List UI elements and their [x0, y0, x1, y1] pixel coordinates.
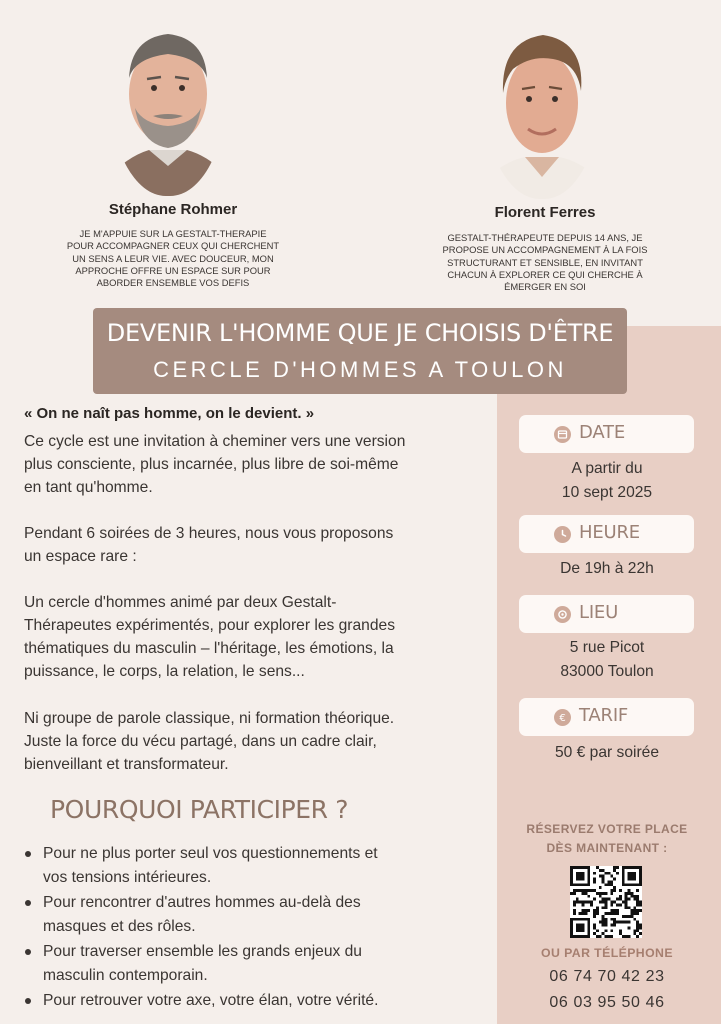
phone-number[interactable]: 06 74 70 42 23	[549, 968, 665, 985]
stephane-portrait	[109, 16, 227, 196]
phone-number[interactable]: 06 03 95 50 46	[549, 994, 665, 1011]
paragraph: Ce cycle est une invitation à cheminer vers une version plus consciente, plus incarnée, plus libre de soi-même en tant qu'homme.	[24, 433, 406, 496]
speaker-name: Stéphane Rohmer	[108, 201, 238, 218]
speaker-bio: GESTALT-THÉRAPEUTE DEPUIS 14 ANS, JE PROPOSE UN ACCOMPAGNEMENT À LA FOIS STRUCTURANT ET SENSIBLE, EN INVITANT CHACUN À EXPLORER CE QUI CHERCHE À ÉMERGER EN SOI	[442, 232, 648, 293]
price-value: 50 € par soirée	[554, 744, 660, 761]
list-item: Pour traverser ensemble les grands enjeux du masculin contemporain.	[22, 940, 492, 987]
time-value: De 19h à 22h	[560, 560, 654, 577]
speaker-bio: JE M'APPUIE SUR LA GESTALT-THERAPIE POUR ACCOMPAGNER CEUX QUI CHERCHENT UN SENS A LEUR VIE. AVEC DOUCEUR, MON APPROCHE OFFRE UN ESPACE SUR POUR ABORDER ENSEMBLE VOS DEFIS	[66, 228, 280, 289]
why-list	[22, 842, 492, 1015]
location-icon	[554, 606, 571, 623]
place-label: LIEU	[579, 602, 619, 623]
banner-subtitle: CERCLE D'HOMMES A TOULON	[153, 357, 567, 382]
list-item: Pour rencontrer d'autres hommes au-delà des masques et des rôles.	[22, 891, 492, 938]
paragraph: Un cercle d'hommes animé par deux Gestalt- Thérapeutes expérimentés, pour explorer les grandes thématiques du masculin – l'héritage, les émotions, la puissance, le corps, la relation, le sens...	[24, 594, 395, 680]
date-value: A partir du 10 sept 2025	[561, 460, 653, 501]
svg-text:€: €	[559, 713, 566, 725]
price-pill	[519, 698, 694, 736]
phone-label: OU PAR TÉLÉPHONE	[541, 946, 673, 960]
banner-title: DEVENIR L'HOMME QUE JE CHOISIS D'ÊTRE	[106, 319, 614, 347]
qr-code[interactable]	[570, 866, 642, 938]
speaker-name: Florent Ferres	[494, 204, 596, 221]
place-value: 5 rue Picot 83000 Toulon	[560, 639, 654, 680]
list-item: Pour ne plus porter seul vos questionnements et vos tensions intérieures.	[22, 842, 492, 889]
quote: « On ne naît pas homme, on le devient. »	[24, 405, 315, 422]
date-pill	[519, 415, 694, 453]
price-label: TARIF	[579, 705, 629, 726]
paragraph: Ni groupe de parole classique, ni formation théorique. Juste la force du vécu partagé, dans un cadre clair, bienveillant et transformateur.	[24, 710, 395, 773]
why-title: POURQUOI PARTICIPER ?	[50, 795, 349, 824]
place-pill	[519, 595, 694, 633]
calendar-icon	[554, 426, 571, 443]
paragraph: Pendant 6 soirées de 3 heures, nous vous proposons un espace rare :	[24, 525, 394, 565]
title-banner	[93, 308, 627, 394]
clock-icon	[554, 526, 571, 543]
time-label: HEURE	[579, 522, 640, 543]
euro-icon	[554, 709, 571, 726]
florent-portrait	[483, 19, 601, 199]
list-item: Pour retrouver votre axe, votre élan, votre vérité.	[22, 989, 492, 1013]
reserve-text: RÉSERVEZ VOTRE PLACE DÈS MAINTENANT :	[526, 822, 688, 855]
date-label: DATE	[579, 422, 626, 443]
time-pill	[519, 515, 694, 553]
